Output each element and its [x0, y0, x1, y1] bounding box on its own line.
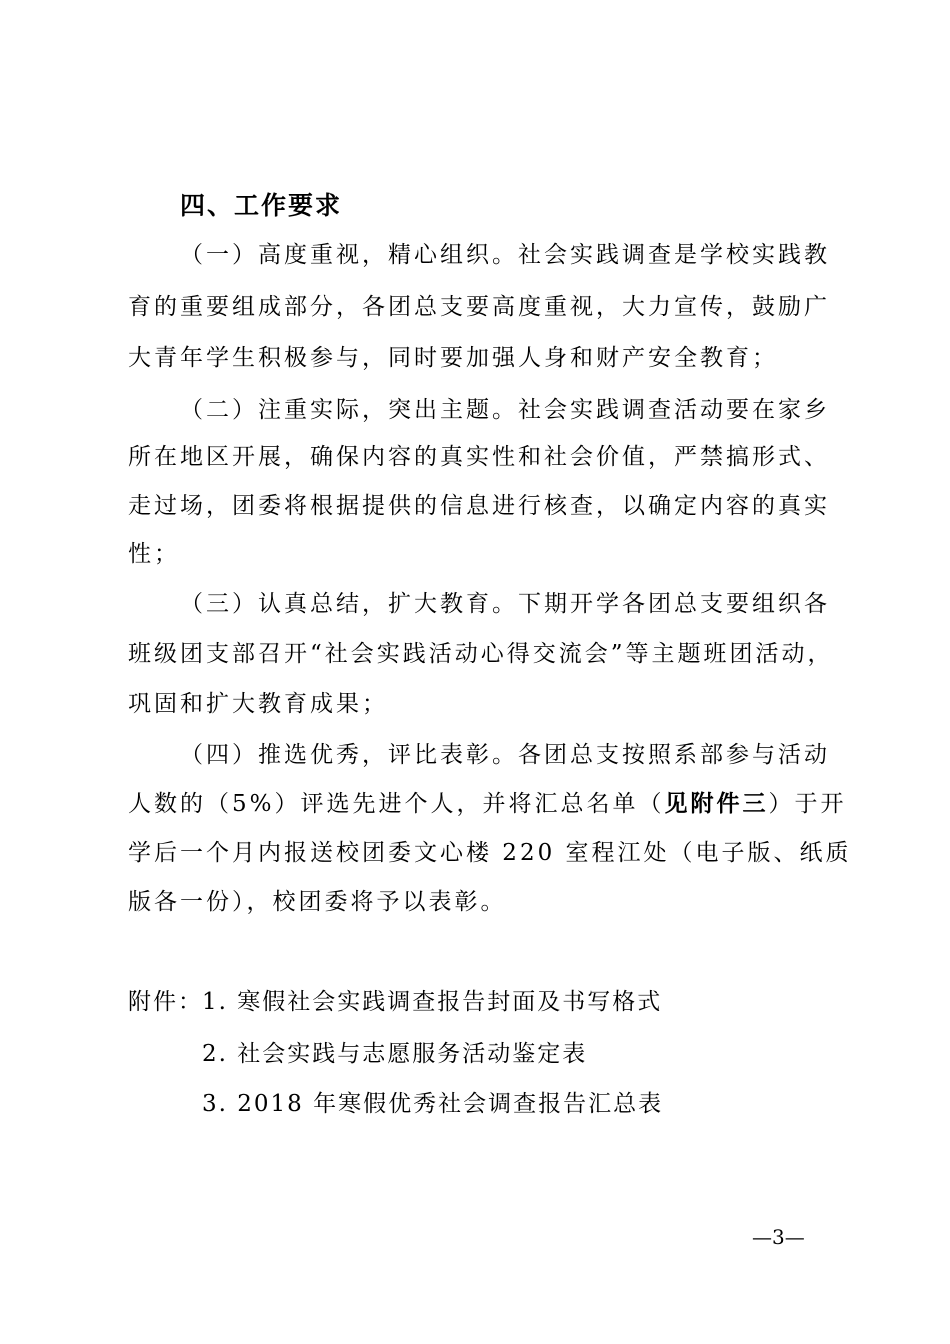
paragraph-2-line-1: （二）注重实际，突出主题。社会实践调查活动要在家乡	[180, 397, 830, 423]
attachment-item-3: 3. 2018 年寒假优秀社会调查报告汇总表	[202, 1091, 664, 1117]
attachment-reference: 见附件三	[664, 790, 769, 817]
paragraph-2-line-3: 走过场，团委将根据提供的信息进行核查，以确定内容的真实	[128, 493, 830, 519]
paragraph-4-line-2-tail: ）于开	[768, 791, 847, 817]
attachment-item-2: 2. 社会实践与志愿服务活动鉴定表	[202, 1041, 588, 1067]
paragraph-2-line-2: 所在地区开展，确保内容的真实性和社会价值，严禁搞形式、	[128, 444, 830, 470]
paragraph-4-line-3: 学后一个月内报送校团委文心楼 220 室程江处（电子版、纸质	[128, 840, 852, 866]
page-number: —3—	[752, 1225, 805, 1249]
attachments-label: 附件：	[128, 989, 203, 1015]
paragraph-3-line-3: 巩固和扩大教育成果；	[128, 691, 388, 717]
paragraph-2-line-4: 性；	[128, 541, 180, 567]
paragraph-4-line-2-text: 人数的（5%）评选先进个人，并将汇总名单（	[128, 791, 665, 817]
paragraph-3-line-1: （三）认真总结，扩大教育。下期开学各团总支要组织各	[180, 591, 830, 617]
paragraph-4-line-2	[128, 784, 847, 824]
paragraph-1-line-2: 育的重要组成部分，各团总支要高度重视，大力宣传，鼓励广	[128, 294, 830, 320]
section-heading: 四、工作要求	[180, 191, 343, 220]
paragraph-1-line-1: （一）高度重视，精心组织。社会实践调查是学校实践教	[180, 242, 830, 268]
paragraph-4-line-1: （四）推选优秀，评比表彰。各团总支按照系部参与活动	[180, 742, 830, 768]
paragraph-4-line-4: 版各一份），校团委将予以表彰。	[128, 889, 507, 915]
paragraph-1-line-3: 大青年学生积极参与，同时要加强人身和财产安全教育；	[128, 345, 778, 371]
attachment-item-1: 1. 寒假社会实践调查报告封面及书写格式	[202, 989, 663, 1015]
paragraph-3-line-2: 班级团支部召开“社会实践活动心得交流会”等主题班团活动，	[128, 641, 834, 667]
